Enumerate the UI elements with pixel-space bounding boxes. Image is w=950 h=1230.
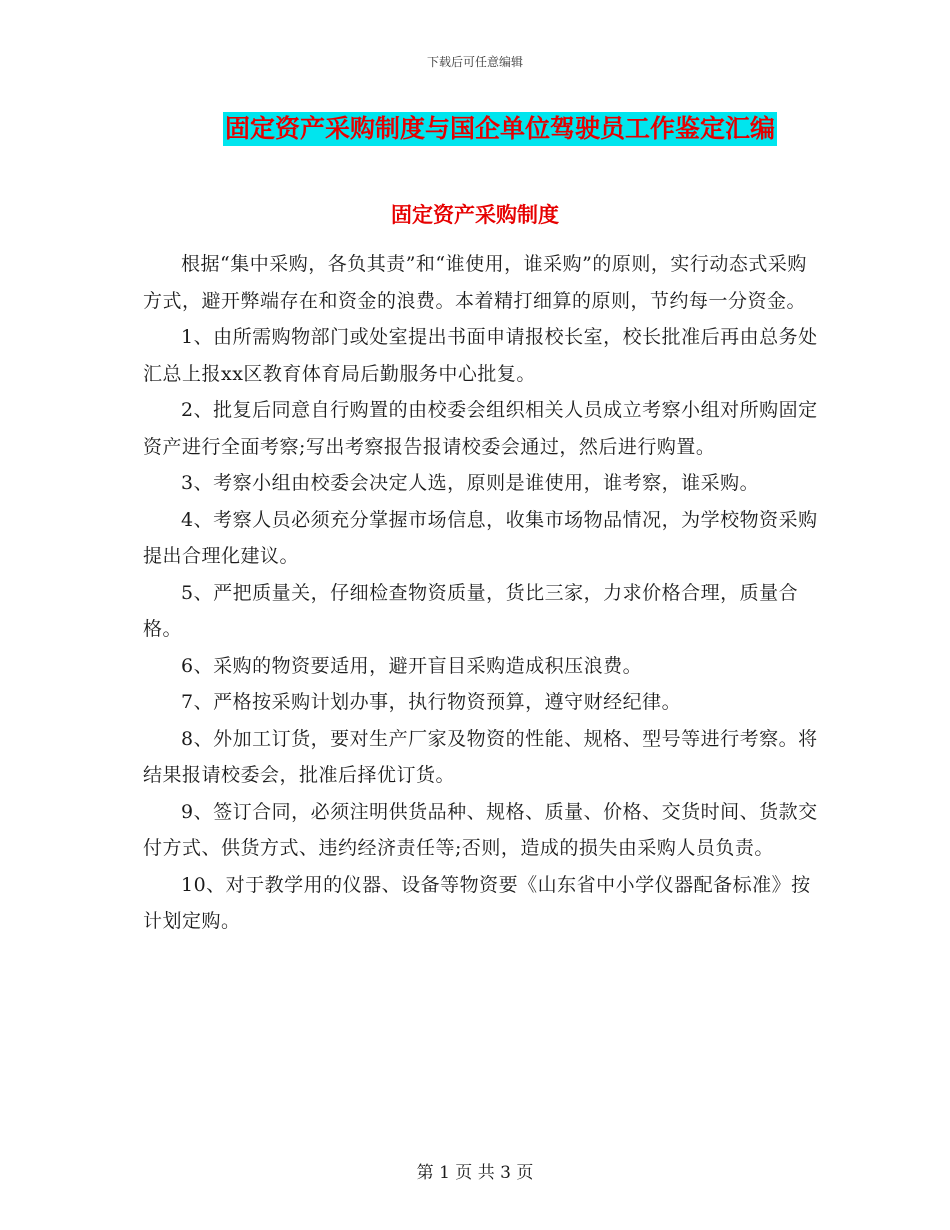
paragraph-item-4: 4、考察人员必须充分掌握市场信息，收集市场物品情况，为学校物资采购提出合理化建议。 [143, 508, 818, 567]
paragraph-item-2: 2、批复后同意自行购置的由校委会组织相关人员成立考察小组对所购固定资产进行全面考察;写出考察报告报请校委会通过，然后进行购置。 [143, 399, 818, 458]
paragraph-item-6: 6、采购的物资要适用，避开盲目采购造成积压浪费。 [181, 654, 643, 677]
paragraph-item-5: 5、严把质量关，仔细检查物资质量，货比三家，力求价格合理，质量合格。 [143, 581, 799, 640]
paragraph-item-8: 8、外加工订货，要对生产厂家及物资的性能、规格、型号等进行考察。将结果报请校委会，批准后择优订货。 [143, 727, 818, 786]
page-header-note: 下载后可任意编辑 [426, 55, 523, 69]
main-title-container [0, 112, 950, 146]
paragraph-item-9: 9、签订合同，必须注明供货品种、规格、质量、价格、交货时间、货款交付方式、供货方式、违约经济责任等;否则，造成的损失由采购人员负责。 [143, 800, 818, 859]
paragraph-item-1: 1、由所需购物部门或处室提出书面申请报校长室，校长批准后再由总务处汇总上报xx区教育体育局后勤服务中心批复。 [143, 326, 818, 385]
main-title: 固定资产采购制度与国企单位驾驶员工作鉴定汇编 [223, 112, 777, 146]
paragraph-item-3: 3、考察小组由校委会决定人选，原则是谁使用，谁考察，谁采购。 [181, 472, 760, 494]
document-body [143, 246, 823, 940]
paragraph-item-7: 7、严格按采购计划办事，执行物资预算，遵守财经纪律。 [181, 691, 682, 713]
paragraph-intro: 根据“集中采购，各负其责”和“谁使用，谁采购”的原则，实行动态式采购方式，避开弊端存在和资金的浪费。本着精打细算的原则，节约每一分资金。 [143, 253, 807, 312]
section-title: 固定资产采购制度 [391, 203, 559, 227]
page-number-footer: 第 1 页 共 3 页 [416, 1163, 534, 1183]
paragraph-item-10: 10、对于教学用的仪器、设备等物资要《山东省中小学仪器配备标准》按计划定购。 [143, 873, 811, 932]
